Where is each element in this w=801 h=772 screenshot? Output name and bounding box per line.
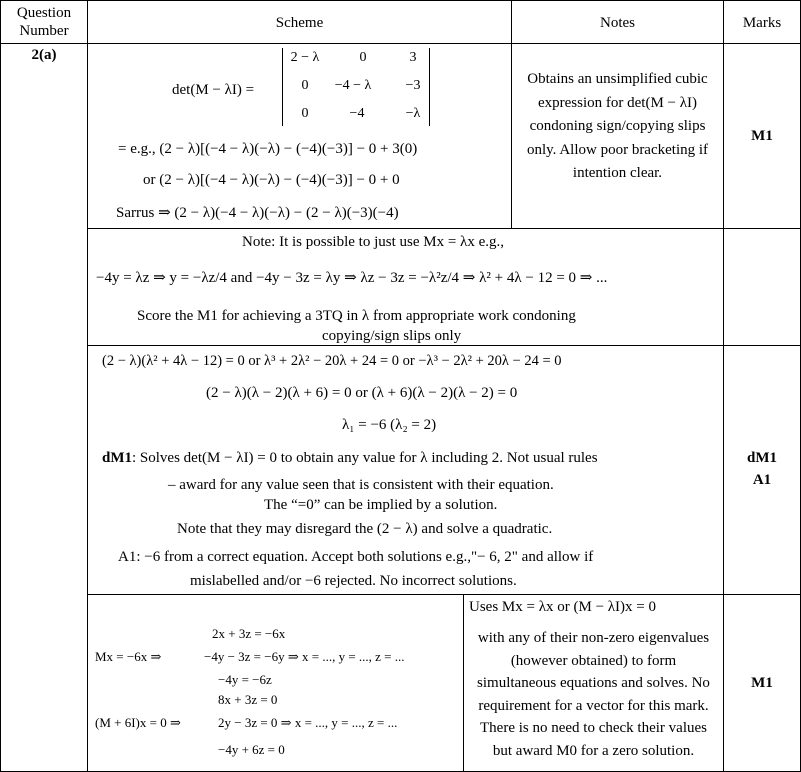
row4-scheme [87,594,464,772]
dm1-label: dM1 [102,450,132,466]
row3-scheme [87,345,724,595]
row2-line2: −4y = λz ⇒ y = −λz/4 and −4y − 3z = λy ⇒ λz − 3z = −λ²z/4 ⇒ λ² + 4λ − 12 = 0 ⇒ ... [96,270,608,286]
matrix-entry: −λ [405,106,421,121]
row3-line1: (2 − λ)(λ² + 4λ − 12) = 0 or λ³ + 2λ² − 20λ + 24 = 0 or −λ³ − 2λ² + 20λ − 24 = 0 [102,353,562,369]
dm1-text: : Solves det(M − λI) = 0 to obtain any value for λ including 2. Not usual rules [132,450,598,466]
row3-mark-a1: A1 [752,472,772,488]
matrix-entry: −3 [405,78,421,93]
row3-line6: The “=0” can be implied by a solution. [264,497,498,513]
header-scheme [87,0,512,44]
matrix-entry: 0 [359,50,367,65]
header-marks [723,0,801,44]
row2-line1: Note: It is possible to just use Mx = λx e.g., [242,234,504,250]
row3-line7: Note that they may disregard the (2 − λ) and solve a quadratic. [177,521,553,537]
determinant-matrix [282,48,430,126]
row1-notes [511,43,724,229]
det-expansion-line2: or (2 − λ)[(−4 − λ)(−λ) − (−4)(−3)] − 0 + 0 [143,172,400,188]
row4-notes-line1: Uses Mx = λx or (M − λI)x = 0 [469,599,656,615]
eq-a1: 2x + 3z = −6x [212,626,286,641]
matrix-entry: 0 [301,78,309,93]
matrix-entry: 3 [409,50,417,65]
row2-scheme [87,228,724,346]
row3-line9: mislabelled and/or −6 rejected. No incorrect solutions. [190,573,517,589]
eq-a-lhs: Mx = −6x ⇒ [95,649,162,664]
row2-marks [723,228,801,346]
eq-a2: −4y − 3z = −6y ⇒ x = ..., y = ..., z = ... [204,649,405,664]
header-notes [511,0,724,44]
eq-b2: 2y − 3z = 0 ⇒ x = ..., y = ..., z = ... [218,715,398,730]
matrix-entry: −4 − λ [334,78,372,93]
det-lhs: det(M − λI) = [172,82,255,98]
header-question-number-text: Question Number [16,5,72,39]
eq-b1: 8x + 3z = 0 [218,692,278,707]
header-marks-text: Marks [742,15,782,31]
eq-a3: −4y = −6z [218,672,272,687]
row2-line3: Score the M1 for achieving a 3TQ in λ from appropriate work condoning [137,308,576,324]
row2-line4: copying/sign slips only [322,328,462,344]
row4-mark: M1 [751,675,773,691]
row3-line5: – award for any value seen that is consistent with their equation. [168,477,554,493]
row4-marks [723,594,801,772]
det-expansion-line1: = e.g., (2 − λ)[(−4 − λ)(−λ) − (−4)(−3)] − 0 + 3(0) [118,141,418,157]
row1-scheme [87,43,512,229]
row3-line8: A1: −6 from a correct equation. Accept both solutions e.g.,"− 6, 2" and allow if [118,549,594,565]
row3-dm1-line [102,449,598,467]
eq-b-lhs: (M + 6I)x = 0 ⇒ [95,715,181,730]
row1-notes-text: Obtains an unsimplified cubic expression for det(M − λI) condoning sign/copying slips only. Allow poor bracketing if intention clear. [526,71,709,181]
row1-mark: M1 [751,128,773,144]
header-question-number [0,0,88,44]
row3-line2: (2 − λ)(λ − 2)(λ + 6) = 0 or (λ + 6)(λ − 2)(λ − 2) = 0 [206,385,518,401]
row4-notes [463,594,724,772]
det-sarrus-line: Sarrus ⇒ (2 − λ)(−4 − λ)(−λ) − (2 − λ)(−3)(−4) [116,205,399,221]
question-number-cell [0,43,88,772]
row4-notes-text: with any of their non-zero eigenvalues (however obtained) to form simultaneous equations and solves. No requirement for a vector for this mark. There is no need to check their values but award M0 for a zero solution. [477,630,710,759]
row3-mark-dm1: dM1 [747,450,777,466]
matrix-entry: 0 [301,106,309,121]
question-number: 2(a) [31,47,57,63]
row1-marks [723,43,801,229]
matrix-entry: 2 − λ [290,50,320,65]
row3-marks [723,345,801,595]
matrix-entry: −4 [349,106,365,121]
header-notes-text: Notes [600,15,635,31]
eq-b3: −4y + 6z = 0 [218,742,285,757]
header-scheme-text: Scheme [275,15,324,31]
row3-line3: λ₁ = −6 (λ₂ = 2) [342,417,437,433]
